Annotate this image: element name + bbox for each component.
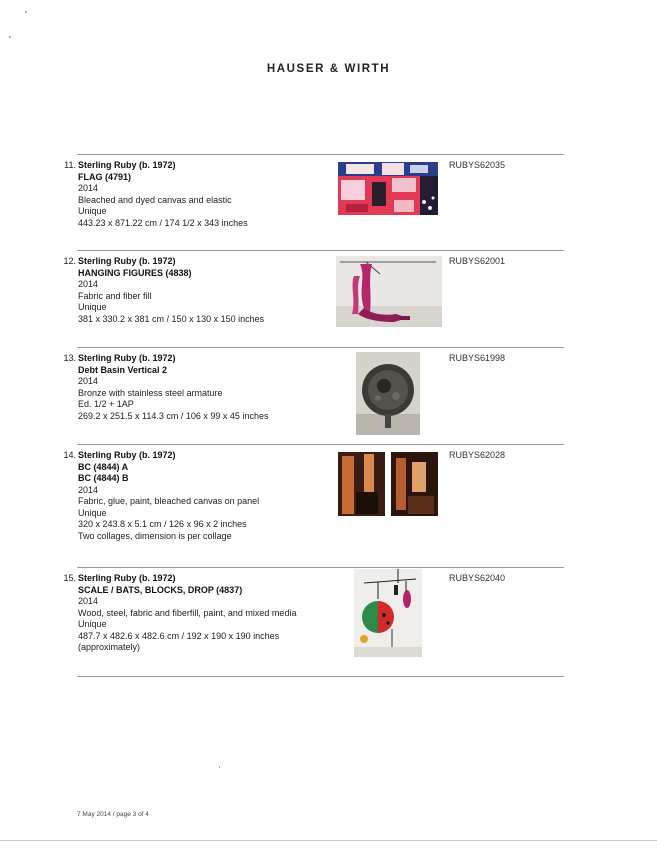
page-footer: 7 May 2014 / page 3 of 4: [77, 811, 149, 818]
divider: [77, 676, 564, 677]
artwork-medium: Fabric, glue, paint, bleached canvas on panel: [78, 496, 260, 506]
artwork-edition: Unique: [78, 302, 107, 312]
artist-name: Sterling Ruby (b. 1972): [78, 160, 176, 170]
scan-speck: [9, 36, 11, 38]
artist-name: Sterling Ruby (b. 1972): [78, 256, 176, 266]
divider: [77, 567, 564, 568]
entry-number: 13.: [63, 353, 76, 363]
artwork-title: BC (4844) A: [78, 461, 129, 472]
inventory-ref: RUBYS62035: [449, 160, 506, 170]
artwork-title: HANGING FIGURES (4838): [78, 267, 192, 278]
flag-artwork-image: [338, 162, 438, 215]
inventory-ref: RUBYS62040: [449, 573, 506, 583]
artwork-dimensions: 381 x 330.2 x 381 cm / 150 x 130 x 150 inches: [78, 313, 265, 324]
artwork-details: [78, 160, 338, 229]
artwork-medium: Bleached and dyed canvas and elastic: [78, 194, 232, 205]
artwork-medium: Bronze with stainless steel armature: [78, 387, 223, 398]
artwork-note: (approximately): [78, 642, 141, 652]
inventory-ref: RUBYS62028: [449, 450, 506, 460]
artwork-details: [78, 256, 338, 325]
divider: [77, 250, 564, 251]
divider: [77, 154, 564, 155]
artwork-title: Debt Basin Vertical 2: [78, 364, 168, 375]
artwork-edition: Unique: [78, 619, 107, 629]
artwork-year: 2014: [78, 279, 99, 289]
hanging-figures-artwork-image: [336, 256, 442, 327]
footer-divider: [0, 840, 657, 841]
artwork-year: 2014: [78, 484, 99, 495]
artwork-title: SCALE / BATS, BLOCKS, DROP (4837): [78, 584, 243, 595]
artwork-edition: Unique: [78, 206, 107, 216]
inventory-ref: RUBYS61998: [449, 353, 506, 363]
artist-name: Sterling Ruby (b. 1972): [78, 353, 176, 363]
artwork-title: FLAG (4791): [78, 171, 132, 182]
debt-basin-artwork-image: [356, 352, 420, 435]
divider: [77, 444, 564, 445]
entry-number: 14.: [63, 450, 76, 460]
gallery-logo: HAUSER & WIRTH: [266, 63, 391, 75]
scan-speck: [219, 766, 220, 768]
entry-number: 12.: [63, 256, 76, 266]
artwork-edition: Ed. 1/2 + 1AP: [78, 399, 134, 409]
artwork-year: 2014: [78, 183, 99, 193]
scale-mobile-artwork-image: [354, 569, 422, 657]
artwork-dimensions: 487.7 x 482.6 x 482.6 cm / 192 x 190 x 190 inches: [78, 630, 280, 641]
artwork-medium: Fabric and fiber fill: [78, 290, 152, 301]
entry-number: 11.: [64, 160, 76, 170]
artist-name: Sterling Ruby (b. 1972): [78, 450, 176, 460]
artwork-edition: Unique: [78, 507, 107, 518]
artwork-dimensions: 320 x 243.8 x 5.1 cm / 126 x 96 x 2 inches: [78, 519, 247, 529]
entry-number: 15.: [63, 573, 76, 583]
artwork-dimensions: 443.23 x 871.22 cm / 174 1/2 x 343 inches: [78, 217, 248, 228]
artwork-year: 2014: [78, 596, 99, 606]
divider: [77, 347, 564, 348]
artwork-medium: Wood, steel, fabric and fiberfill, paint, and mixed media: [78, 607, 297, 618]
artwork-title: BC (4844) B: [78, 473, 129, 483]
artwork-details: [78, 450, 338, 542]
artwork-details: [78, 573, 338, 654]
artwork-year: 2014: [78, 376, 99, 386]
artwork-details: [78, 353, 338, 422]
scan-speck: [25, 11, 27, 13]
artwork-dimensions: 269.2 x 251.5 x 114.3 cm / 106 x 99 x 45 inches: [78, 410, 269, 421]
artist-name: Sterling Ruby (b. 1972): [78, 573, 176, 583]
artwork-note: Two collages, dimension is per collage: [78, 530, 232, 541]
bc-collages-artwork-image: [338, 452, 438, 516]
inventory-ref: RUBYS62001: [449, 256, 506, 266]
